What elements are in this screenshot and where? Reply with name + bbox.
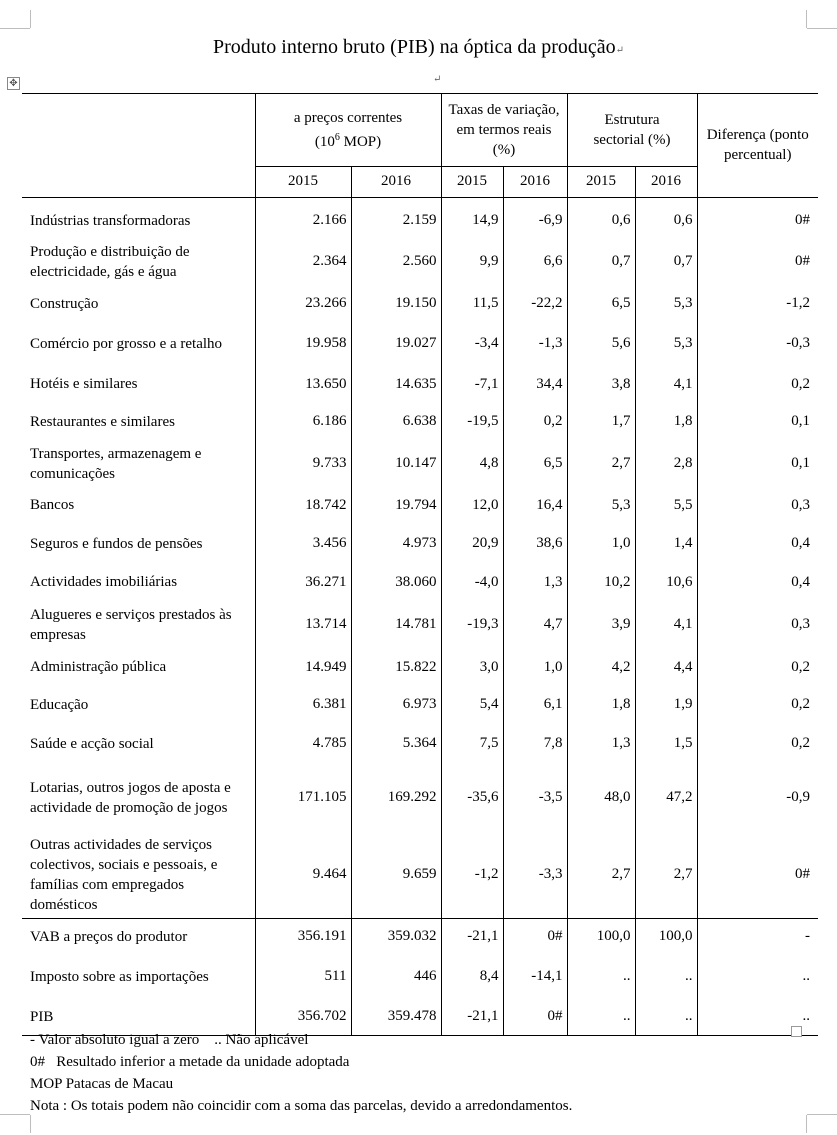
footnote-mop: MOP Patacas de Macau: [30, 1076, 174, 1092]
cell-t15: 8,4: [441, 955, 503, 999]
row-label: Hotéis e similares: [30, 376, 138, 392]
row-label: Construção: [30, 295, 99, 312]
header-diferenca: Diferença (ponto percentual): [697, 94, 818, 198]
cell-t16: -22,2: [503, 286, 567, 322]
crop-mark-top-right: [807, 28, 837, 29]
year-header: 2015: [255, 166, 351, 197]
cell-p15: 14.949: [255, 649, 351, 686]
cell-e16: 10,6: [635, 564, 697, 601]
cell-p15: 9.733: [255, 441, 351, 487]
cell-e15: 1,8: [567, 686, 635, 724]
cell-diff: -0,9: [697, 764, 818, 832]
cell-e15: 4,2: [567, 649, 635, 686]
table-row: [22, 564, 818, 601]
cell-e15: ..: [567, 999, 635, 1036]
row-label: Comércio por grosso e a retalho: [30, 335, 223, 352]
cell-p15: 511: [255, 955, 351, 999]
table-row: [22, 487, 818, 524]
cell-p16: 359.032: [351, 918, 441, 955]
cell-p16: 5.364: [351, 724, 441, 764]
cell-e15: 2,7: [567, 441, 635, 487]
cell-t15: -3,4: [441, 322, 503, 366]
cell-e15: 2,7: [567, 832, 635, 919]
cell-e15: ..: [567, 955, 635, 999]
cell-p16: 9.659: [351, 832, 441, 919]
footnote-nota: Nota : Os totais podem não coincidir com a soma das parcelas, devido a arredondamentos.: [30, 1098, 573, 1114]
cell-p15: 23.266: [255, 286, 351, 322]
total-row: [22, 918, 818, 955]
table-body: [22, 197, 818, 1035]
cell-t16: 7,8: [503, 724, 567, 764]
cell-e16: 5,5: [635, 487, 697, 524]
cell-p15: 356.191: [255, 918, 351, 955]
cell-t15: -1,2: [441, 832, 503, 919]
year-header: 2015: [441, 166, 503, 197]
cell-t16: 6,6: [503, 238, 567, 286]
cell-t16: 16,4: [503, 487, 567, 524]
cell-p15: 2.364: [255, 238, 351, 286]
cell-e16: 1,5: [635, 724, 697, 764]
paragraph-mark-icon: ↵: [433, 74, 442, 85]
cell-t15: 9,9: [441, 238, 503, 286]
row-label: Imposto sobre as importações: [30, 968, 209, 985]
cell-t15: 5,4: [441, 686, 503, 724]
row-label: Seguros e fundos de pensões: [30, 535, 203, 552]
cell-p16: 169.292: [351, 764, 441, 832]
header-precos-correntes: a preços correntes ($10^6$ MOP): [255, 94, 441, 167]
cell-e15: 48,0: [567, 764, 635, 832]
cell-p16: 14.781: [351, 601, 441, 649]
cell-t16: -1,3: [503, 322, 567, 366]
cell-t16: 0#: [503, 999, 567, 1036]
cell-diff: 0,1: [697, 441, 818, 487]
year-header: 2016: [351, 166, 441, 197]
cell-t16: 0,2: [503, 403, 567, 441]
table-row: [22, 686, 818, 724]
crop-mark-bottom-left: [8, 1115, 31, 1133]
cell-t15: -7,1: [441, 366, 503, 403]
gdp-table: [22, 93, 818, 1036]
cell-p15: 19.958: [255, 322, 351, 366]
cell-t15: -35,6: [441, 764, 503, 832]
table-row: [22, 724, 818, 764]
row-label: Produção e distribuição de electricidade, gás e água: [30, 243, 190, 280]
row-label: Transportes, armazenagem e comunicações: [30, 445, 202, 482]
row-label: Educação: [30, 696, 89, 713]
cell-e16: 0,6: [635, 204, 697, 238]
cell-t15: -19,3: [441, 601, 503, 649]
cell-diff: 0,4: [697, 524, 818, 564]
cell-t15: 4,8: [441, 441, 503, 487]
table-row: [22, 601, 818, 649]
cell-diff: 0#: [697, 832, 818, 919]
crop-mark-top-right: [806, 10, 829, 28]
row-label: Actividades imobiliárias: [30, 574, 178, 590]
cell-e15: 5,6: [567, 322, 635, 366]
row-label: Restaurantes e similares: [30, 413, 175, 430]
header-taxas-variacao: Taxas de variação, em termos reais (%): [441, 94, 567, 167]
cell-p16: 14.635: [351, 366, 441, 403]
table-row: [22, 441, 818, 487]
cell-t15: 11,5: [441, 286, 503, 322]
cell-e15: 100,0: [567, 918, 635, 955]
cell-diff: 0,2: [697, 649, 818, 686]
cell-e15: 1,3: [567, 724, 635, 764]
cell-p15: 18.742: [255, 487, 351, 524]
cell-diff: 0,2: [697, 366, 818, 403]
cell-p15: 6.186: [255, 403, 351, 441]
cell-t15: -21,1: [441, 918, 503, 955]
cell-p16: 38.060: [351, 564, 441, 601]
row-label: VAB a preços do produtor: [22, 918, 255, 955]
cell-p15: 171.105: [255, 764, 351, 832]
table-resize-handle[interactable]: [791, 1026, 802, 1037]
cell-diff: 0,3: [697, 601, 818, 649]
cell-e15: 10,2: [567, 564, 635, 601]
footnote-half-unit: 0# Resultado inferior a metade da unidade adoptada: [30, 1054, 350, 1070]
table-row: [22, 322, 818, 366]
cell-t16: 0#: [503, 918, 567, 955]
cell-p16: 2.159: [351, 204, 441, 238]
table-row: [22, 649, 818, 686]
cell-p16: 19.027: [351, 322, 441, 366]
cell-diff: 0,4: [697, 564, 818, 601]
cell-diff: -1,2: [697, 286, 818, 322]
cell-p16: 19.150: [351, 286, 441, 322]
crop-mark-bottom-right: [807, 1114, 837, 1115]
year-header: 2016: [503, 166, 567, 197]
cell-e15: 3,9: [567, 601, 635, 649]
cell-p15: 3.456: [255, 524, 351, 564]
row-label: Administração pública: [30, 659, 167, 675]
cell-e15: 5,3: [567, 487, 635, 524]
row-label: Bancos: [30, 497, 75, 513]
table-row: [22, 403, 818, 441]
row-label: Saúde e acção social: [30, 735, 154, 752]
cell-t16: -3,5: [503, 764, 567, 832]
row-label: Lotarias, outros jogos de aposta e actividade de promoção de jogos: [30, 779, 231, 816]
cell-e15: 3,8: [567, 366, 635, 403]
cell-t16: 6,5: [503, 441, 567, 487]
cell-e16: 4,4: [635, 649, 697, 686]
cell-p16: 10.147: [351, 441, 441, 487]
cell-diff: 0#: [697, 204, 818, 238]
cell-diff: -0,3: [697, 322, 818, 366]
row-label: Indústrias transformadoras: [30, 212, 191, 229]
cell-e16: 47,2: [635, 764, 697, 832]
year-header: 2015: [567, 166, 635, 197]
cell-p15: 356.702: [255, 999, 351, 1036]
cell-p15: 4.785: [255, 724, 351, 764]
table-footnotes: [30, 1029, 572, 1117]
row-label: Outras actividades de serviços colectivos, sociais e pessoais, e famílias com empregados domésticos: [30, 836, 218, 913]
cell-t16: 38,6: [503, 524, 567, 564]
crop-mark-top-left: [8, 10, 31, 28]
cell-p15: 13.714: [255, 601, 351, 649]
table-row: [22, 238, 818, 286]
cell-t16: 4,7: [503, 601, 567, 649]
table-move-handle-icon[interactable]: ✥: [7, 77, 20, 90]
cell-t16: 34,4: [503, 366, 567, 403]
cell-p16: 6.638: [351, 403, 441, 441]
cell-diff: 0,2: [697, 686, 818, 724]
row-label: Alugueres e serviços prestados às empresas: [30, 606, 232, 643]
cell-p16: 446: [351, 955, 441, 999]
cell-e15: 0,6: [567, 204, 635, 238]
cell-diff: ..: [697, 955, 818, 999]
table-row: [22, 204, 818, 238]
year-header: 2016: [635, 166, 697, 197]
cell-t15: -19,5: [441, 403, 503, 441]
table-row: [22, 764, 818, 832]
table-row: [22, 286, 818, 322]
cell-t16: 1,0: [503, 649, 567, 686]
cell-t15: 12,0: [441, 487, 503, 524]
header-estrutura-sectorial: Estrutura sectorial (%): [567, 94, 697, 167]
cell-t15: -4,0: [441, 564, 503, 601]
cell-p16: 2.560: [351, 238, 441, 286]
cell-e16: 1,8: [635, 403, 697, 441]
cell-diff: 0#: [697, 238, 818, 286]
cell-e16: 5,3: [635, 322, 697, 366]
cell-p15: 2.166: [255, 204, 351, 238]
table-row: [22, 832, 818, 919]
cell-t15: -21,1: [441, 999, 503, 1036]
cell-t16: -14,1: [503, 955, 567, 999]
table-header-row: [22, 94, 818, 167]
cell-t16: 1,3: [503, 564, 567, 601]
cell-t16: -3,3: [503, 832, 567, 919]
cell-p15: 6.381: [255, 686, 351, 724]
cell-diff: -: [697, 918, 818, 955]
cell-p16: 6.973: [351, 686, 441, 724]
cell-e16: 100,0: [635, 918, 697, 955]
cell-t16: 6,1: [503, 686, 567, 724]
cell-e16: 4,1: [635, 366, 697, 403]
crop-mark-bottom-left: [0, 1114, 30, 1115]
cell-e16: 4,1: [635, 601, 697, 649]
cell-e16: 0,7: [635, 238, 697, 286]
crop-mark-bottom-right: [806, 1115, 829, 1133]
cell-e15: 0,7: [567, 238, 635, 286]
cell-t15: 3,0: [441, 649, 503, 686]
cell-t15: 20,9: [441, 524, 503, 564]
cell-t15: 7,5: [441, 724, 503, 764]
cell-e16: 2,7: [635, 832, 697, 919]
cell-diff: 0,3: [697, 487, 818, 524]
cell-diff: 0,1: [697, 403, 818, 441]
cell-p16: 15.822: [351, 649, 441, 686]
cell-p15: 13.650: [255, 366, 351, 403]
cell-e15: 1,0: [567, 524, 635, 564]
cell-p15: 36.271: [255, 564, 351, 601]
row-label: PIB: [22, 999, 255, 1036]
cell-e15: 6,5: [567, 286, 635, 322]
cell-e16: 1,4: [635, 524, 697, 564]
table-row: [22, 366, 818, 403]
cell-e16: 2,8: [635, 441, 697, 487]
cell-e16: 1,9: [635, 686, 697, 724]
cell-t15: 14,9: [441, 204, 503, 238]
cell-p15: 9.464: [255, 832, 351, 919]
cell-diff: 0,2: [697, 724, 818, 764]
cell-p16: 4.973: [351, 524, 441, 564]
footnote-symbols: - Valor absoluto igual a zero .. Não aplicável: [30, 1032, 309, 1048]
cell-e16: ..: [635, 999, 697, 1036]
table-row: [22, 524, 818, 564]
cell-e15: 1,7: [567, 403, 635, 441]
total-row: [22, 955, 818, 999]
page-title: Produto interno bruto (PIB) na óptica da produção↵: [212, 36, 625, 58]
crop-mark-top-left: [0, 28, 30, 29]
cell-t16: -6,9: [503, 204, 567, 238]
cell-e16: ..: [635, 955, 697, 999]
cell-p16: 19.794: [351, 487, 441, 524]
cell-p16: 359.478: [351, 999, 441, 1036]
cell-diff: ..: [697, 999, 818, 1036]
cell-e16: 5,3: [635, 286, 697, 322]
